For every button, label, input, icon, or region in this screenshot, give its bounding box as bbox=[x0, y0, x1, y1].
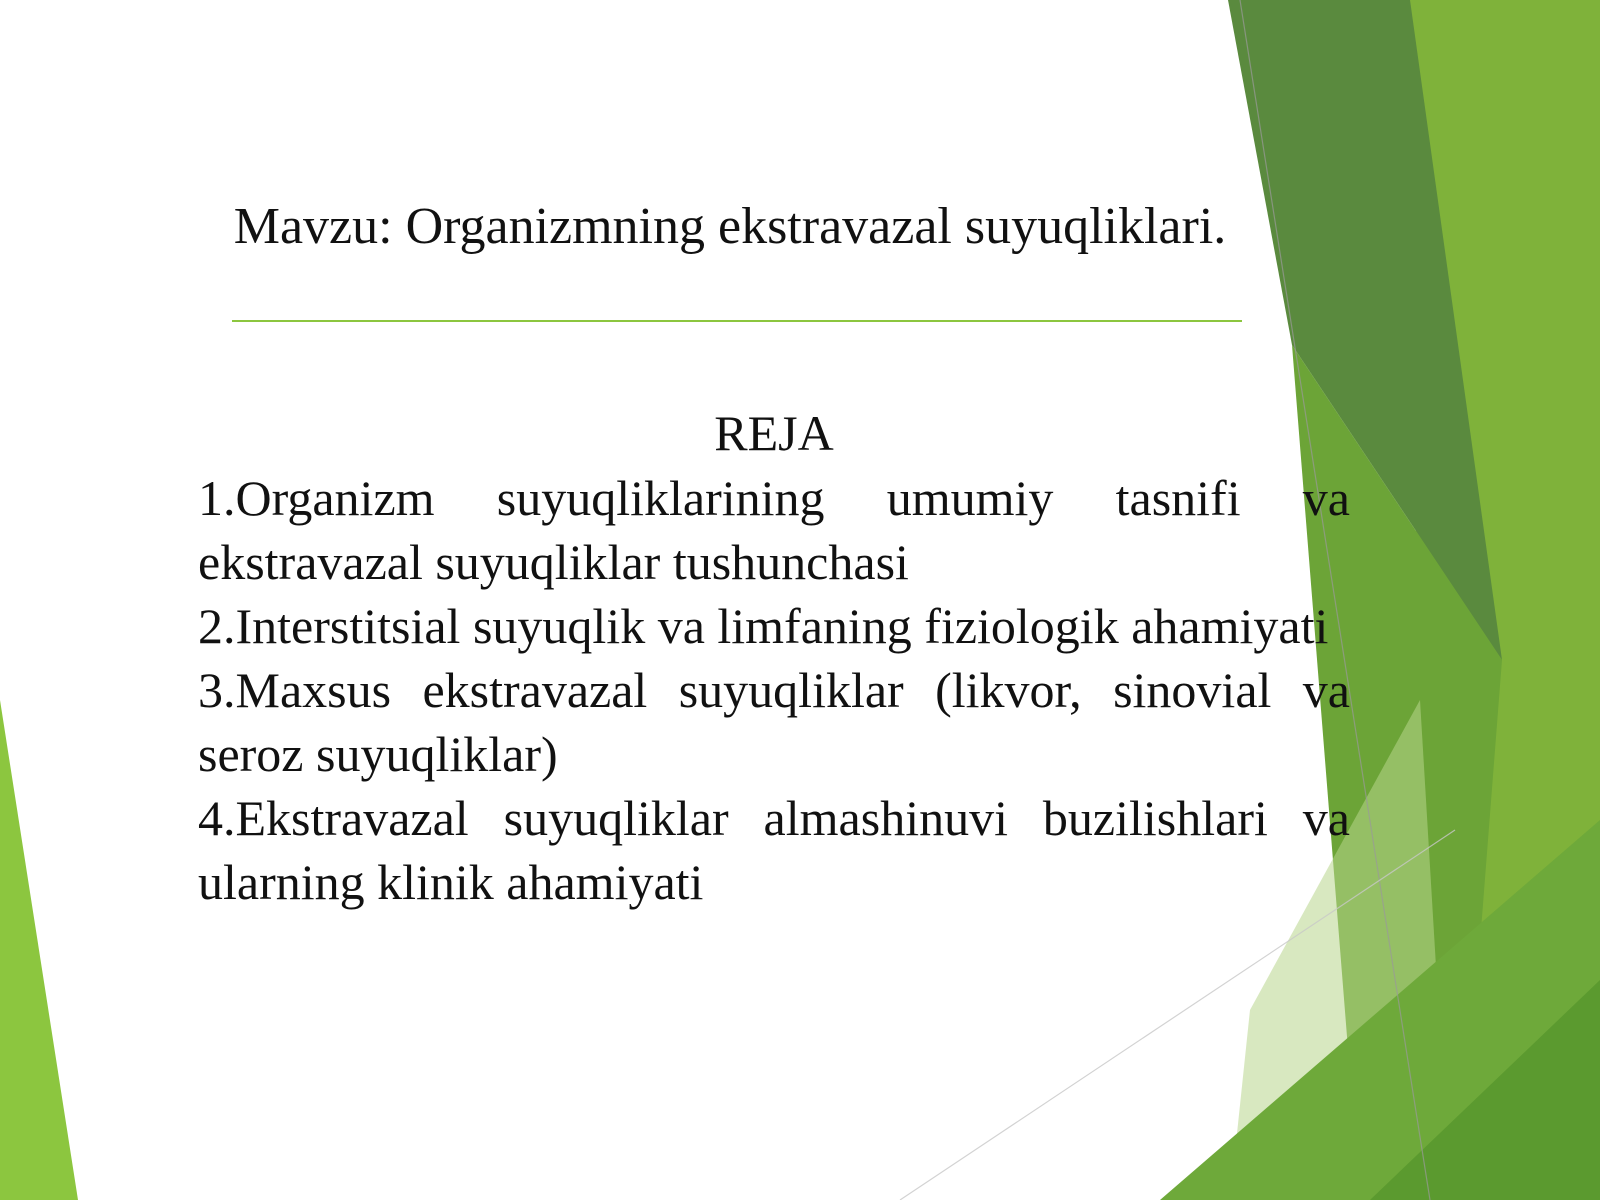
slide-title: Mavzu: Organizmning ekstravazal suyuqliklari. bbox=[233, 198, 1227, 255]
left-green-sliver bbox=[0, 700, 78, 1200]
plan-item-1: 1.Organizm suyuqliklarining umumiy tasnifi va ekstravazal suyuqliklar tushunchasi bbox=[198, 470, 1350, 590]
plan-item-2: 2.Interstitsial suyuqlik va limfaning fiziologik ahamiyati bbox=[198, 598, 1329, 654]
plan-item-4: 4.Ekstravazal suyuqliklar almashinuvi buzilishlari va ularning klinik ahamiyati bbox=[198, 790, 1350, 910]
plan-list bbox=[198, 466, 1350, 914]
title-underline bbox=[232, 320, 1242, 322]
plan-heading: REJA bbox=[714, 405, 834, 461]
plan-item-3: 3.Maxsus ekstravazal suyuqliklar (likvor, sinovial va seroz suyuqliklar) bbox=[198, 662, 1350, 782]
